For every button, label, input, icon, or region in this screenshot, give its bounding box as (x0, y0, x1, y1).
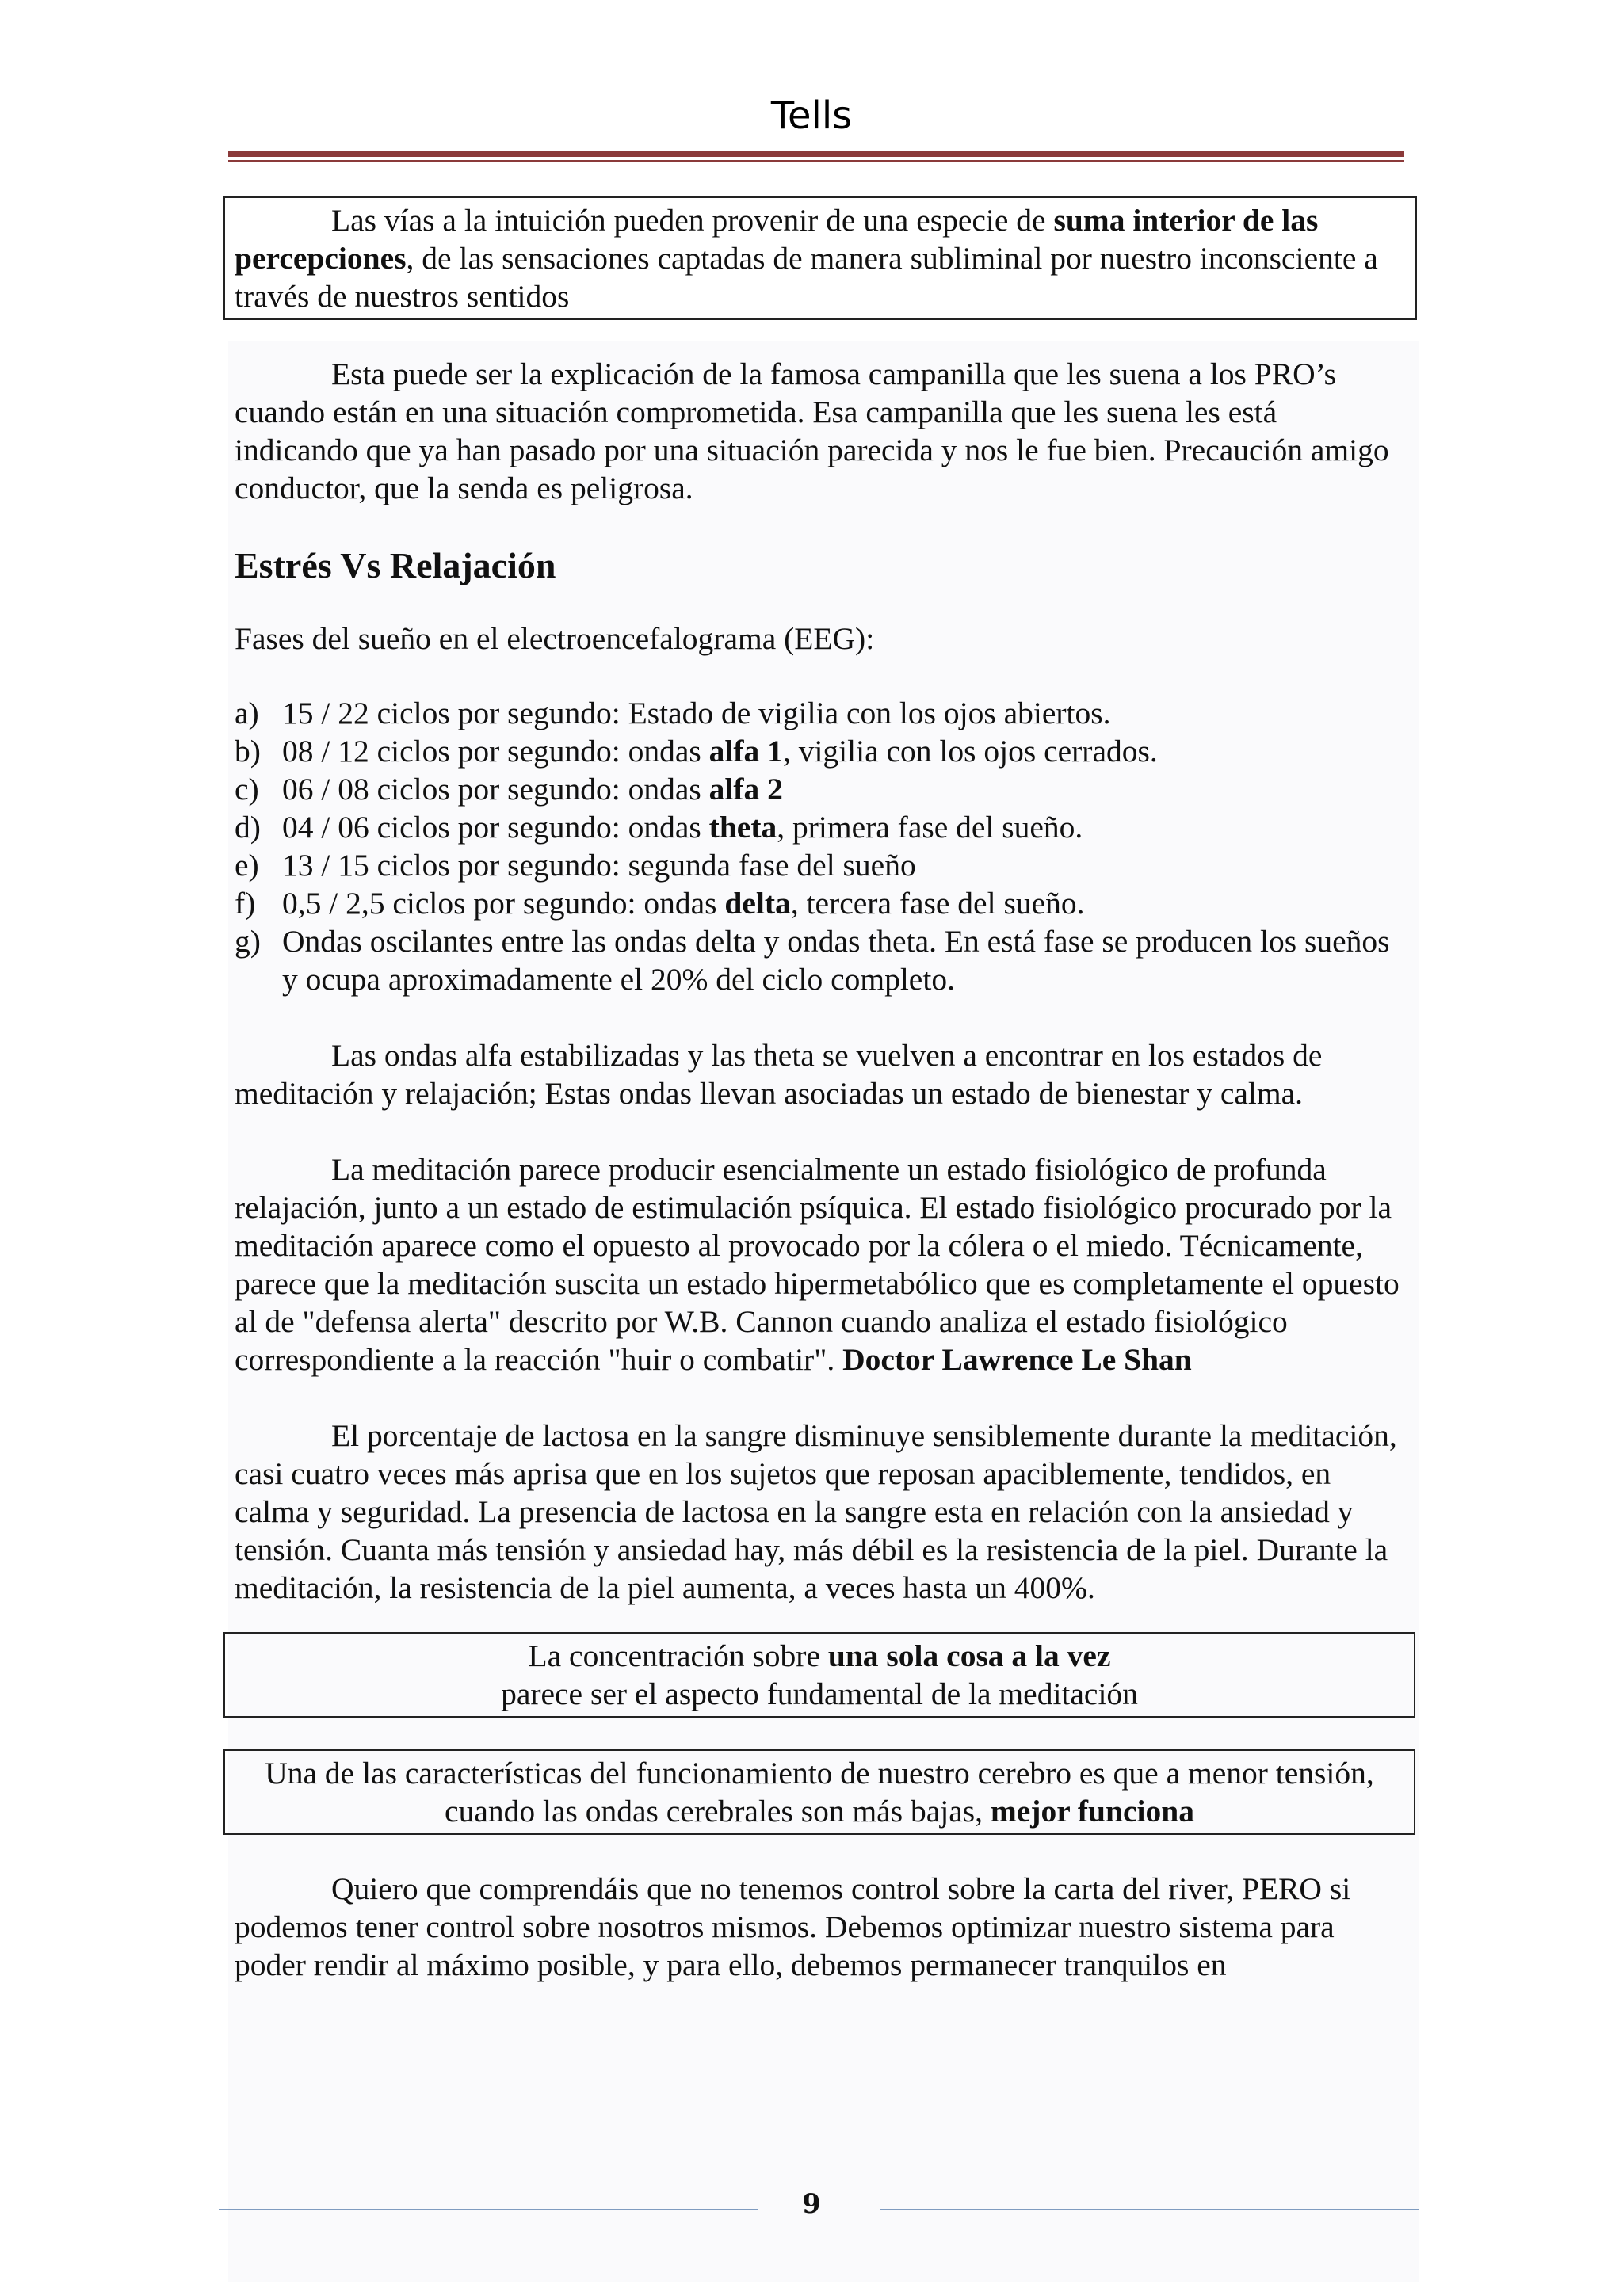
callout-text-part: Una de las características del funcionamiento de nuestro cerebro es que a menor tensión, cuando las ondas cerebrales son más bajas, (265, 1756, 1374, 1829)
list-marker: g) (235, 924, 261, 959)
page-number: 9 (802, 2188, 821, 2220)
sleep-phases-list (235, 694, 1407, 998)
intuition-callout-text (235, 201, 1407, 315)
brain-callout-box (223, 1749, 1415, 1835)
intuition-callout-box (223, 196, 1417, 320)
concentration-line-1 (233, 1637, 1406, 1675)
list-marker: a) (235, 696, 259, 730)
list-item-text: 06 / 08 ciclos por segundo: ondas (282, 772, 709, 807)
page-body (235, 196, 1407, 1984)
callout-bold-text: mejor funciona (990, 1794, 1194, 1829)
list-item (235, 732, 1407, 770)
paragraph-meditation (235, 1150, 1407, 1379)
header-rule-thin (228, 160, 1404, 162)
list-marker: f) (235, 886, 256, 921)
meditation-text: La meditación parece producir esencialmente un estado fisiológico de profunda relajación, junto a un estado de estimulación psíquica. El estado fisiológico procurado por la meditación aparece como el opuesto al provocado por la cólera o el miedo. Técnicamente, parece que la meditación suscita un estado hipermetabólico que es completamente el opuesto al de "defensa alerta" descrito por W.B. Cannon cuando analiza el estado fisiológico correspondiente a la reacción "huir o combatir". (235, 1152, 1400, 1377)
list-item (235, 808, 1407, 846)
list-item-text-after: , primera fase del sueño. (777, 810, 1083, 845)
list-item-text: 15 / 22 ciclos por segundo: Estado de vigilia con los ojos abiertos. (282, 696, 1111, 730)
list-item-bold: alfa 1 (708, 734, 783, 769)
list-item-text-after: , tercera fase del sueño. (790, 886, 1085, 921)
paragraph-lactose: El porcentaje de lactosa en la sangre disminuye sensiblemente durante la meditación, casi cuatro veces más aprisa que en los sujetos que reposan apaciblemente, tendidos, en calma y seguridad. La presencia de lactosa en la sangre esta en relación con la ansiedad y tensión. Cuanta más tensión y ansiedad hay, más débil es la resistencia de la piel. Durante la meditación, la resistencia de la piel aumenta, a veces hasta un 400%. (235, 1418, 1397, 1605)
meditation-author: Doctor Lawrence Le Shan (842, 1342, 1192, 1377)
callout-text-part: Las vías a la intuición pueden provenir de una especie de (331, 203, 1054, 238)
list-item-text: 0,5 / 2,5 ciclos por segundo: ondas (282, 886, 725, 921)
page-header-title: Tells (770, 93, 853, 138)
brain-callout-text (233, 1754, 1406, 1830)
list-item (235, 846, 1407, 884)
list-item-text: Ondas oscilantes entre las ondas delta y ondas theta. En está fase se producen los sueños y ocupa aproximadamente el 20% del ciclo completo. (282, 924, 1390, 997)
list-item-bold: theta (708, 810, 777, 845)
phases-intro: Fases del sueño en el electroencefalograma (EEG): (235, 621, 875, 656)
list-marker: c) (235, 772, 259, 807)
list-item-text: 08 / 12 ciclos por segundo: ondas (282, 734, 709, 769)
paragraph-control: Quiero que comprendáis que no tenemos control sobre la carta del river, PERO si podemos tener control sobre nosotros mismos. Debemos optimizar nuestro sistema para poder rendir al máximo posible, y para ello, debemos permanecer tranquilos en (235, 1871, 1351, 1982)
concentration-line-2: parece ser el aspecto fundamental de la meditación (501, 1676, 1138, 1711)
callout-text-part: , de las sensaciones captadas de manera subliminal por nuestro inconsciente a través de nuestros sentidos (235, 241, 1378, 314)
callout-text-part: La concentración sobre (528, 1638, 828, 1673)
paragraph-campanilla: Esta puede ser la explicación de la famosa campanilla que les suena a los PRO’s cuando están en una situación comprometida. Esa campanilla que les suena les está indicando que ya han pasado por una situación parecida y nos le fue bien. Precaución amigo conductor, que la senda es peligrosa. (235, 357, 1389, 505)
paragraph-alpha-waves: Las ondas alfa estabilizadas y las theta se vuelven a encontrar en los estados de meditación y relajación; Estas ondas llevan asociadas un estado de bienestar y calma. (235, 1038, 1323, 1111)
list-item-bold: alfa 2 (708, 772, 783, 807)
list-item-text-after: , vigilia con los ojos cerrados. (782, 734, 1158, 769)
list-item (235, 884, 1407, 922)
list-item (235, 694, 1407, 732)
list-item-text: 13 / 15 ciclos por segundo: segunda fase del sueño (282, 848, 916, 883)
concentration-callout-box (223, 1632, 1415, 1718)
list-item (235, 922, 1407, 998)
list-marker: d) (235, 810, 261, 845)
section-heading: Estrés Vs Relajación (235, 545, 556, 585)
list-item-bold: delta (724, 886, 791, 921)
header-rule-thick (228, 151, 1404, 157)
list-marker: e) (235, 848, 259, 883)
callout-bold-text: una sola cosa a la vez (827, 1638, 1111, 1673)
list-item-text: 04 / 06 ciclos por segundo: ondas (282, 810, 709, 845)
callout-bold-text: suma interior de las percepciones (235, 203, 1319, 276)
list-item (235, 770, 1407, 808)
list-marker: b) (235, 734, 261, 769)
